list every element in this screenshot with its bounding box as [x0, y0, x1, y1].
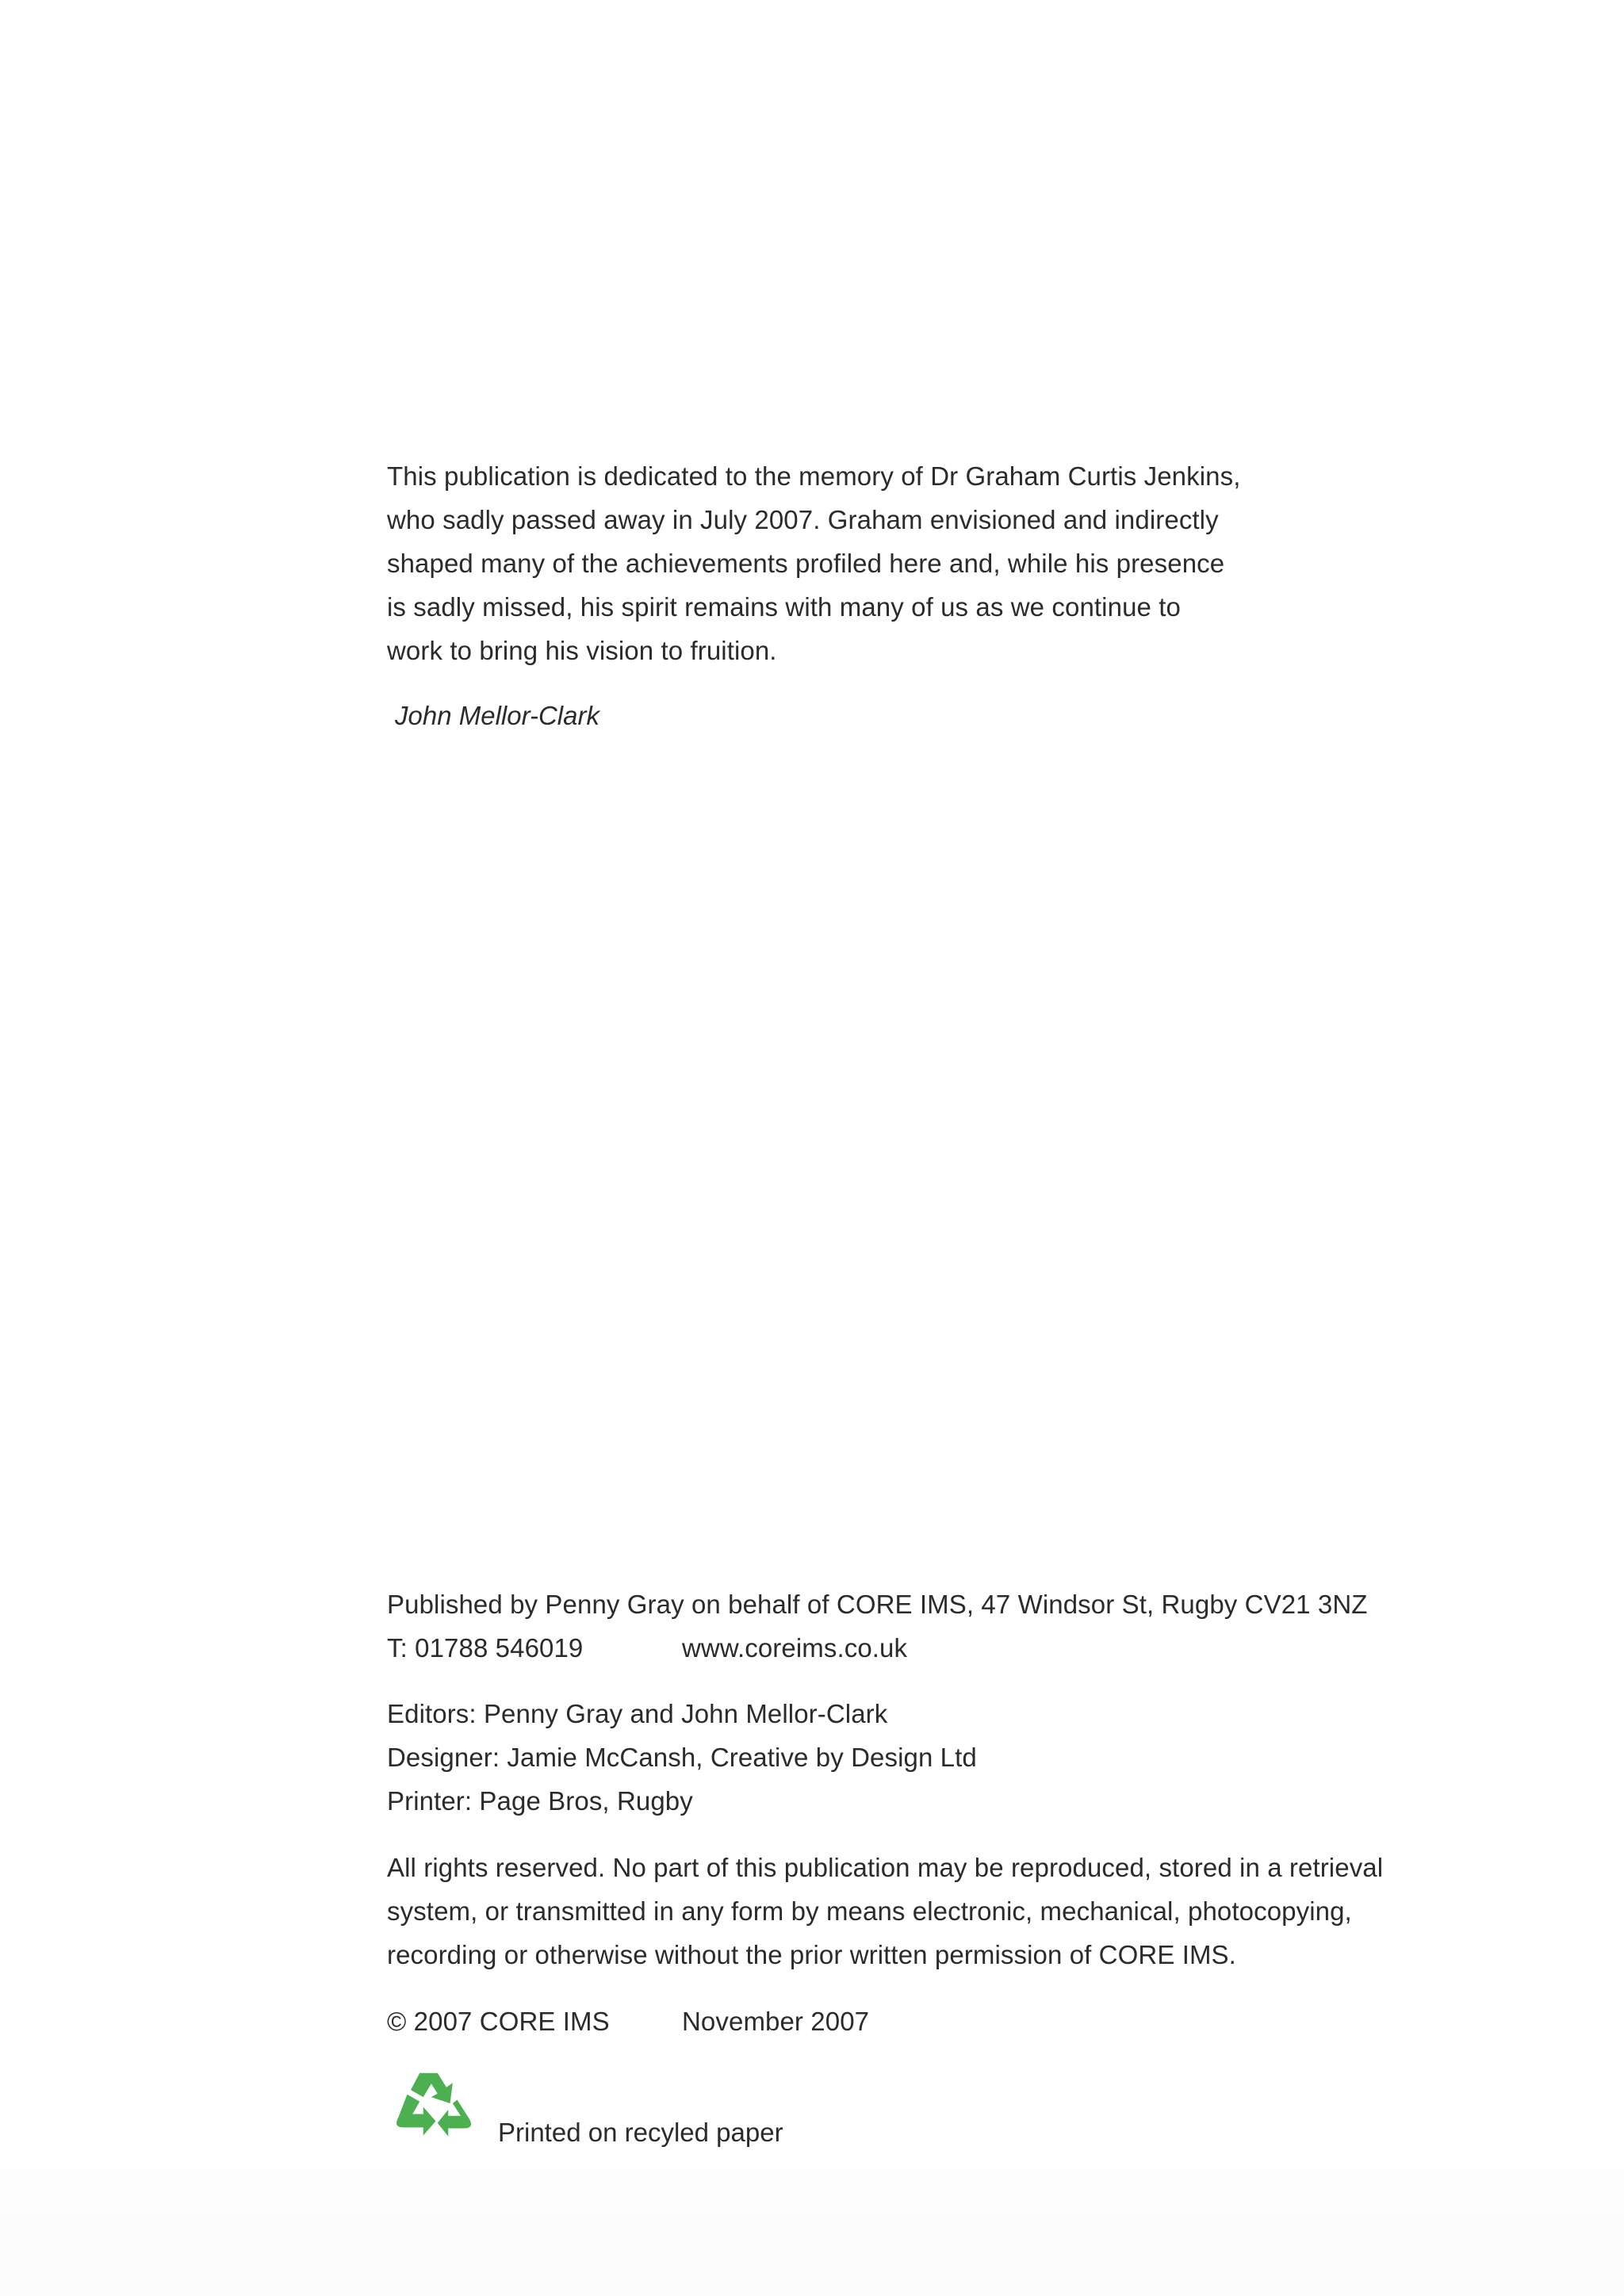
dedication-signature: John Mellor-Clark: [395, 701, 599, 730]
rights-line: recording or otherwise without the prior written permission of CORE IMS.: [387, 1940, 1236, 1969]
dedication-line: shaped many of the achievements profiled here and, while his presence: [387, 549, 1225, 578]
rights-line: All rights reserved. No part of this publication may be reproduced, stored in a retrieval: [387, 1853, 1384, 1882]
rights-line: system, or transmitted in any form by means electronic, mechanical, photocopying,: [387, 1896, 1352, 1926]
website-link: www.coreims.co.uk: [682, 1633, 908, 1663]
printer-line: Printer: Page Bros, Rugby: [387, 1786, 693, 1816]
dedication-line: is sadly missed, his spirit remains with many of us as we continue to: [387, 592, 1181, 622]
publication-date: November 2007: [682, 2007, 870, 2036]
rights-notice: [387, 1846, 1383, 1976]
publisher-line: Published by Penny Gray on behalf of CORE IMS, 47 Windsor St, Rugby CV21 3NZ: [387, 1590, 1368, 1619]
recycled-paper-label: Printed on recyled paper: [498, 2118, 783, 2147]
dedication-line: work to bring his vision to fruition.: [387, 636, 777, 665]
contact-row: [387, 1626, 1368, 1670]
page-background: [0, 2090, 1624, 2296]
dedication-line: This publication is dedicated to the memory of Dr Graham Curtis Jenkins,: [387, 461, 1241, 491]
copyright-row: [387, 1999, 870, 2043]
publisher-info: [387, 1582, 1368, 1670]
copyright-notice: © 2007 CORE IMS: [387, 2007, 610, 2036]
credits: [387, 1692, 977, 1823]
dedication-paragraph: [387, 454, 1240, 672]
designer-line: Designer: Jamie McCansh, Creative by Design Ltd: [387, 1743, 977, 1772]
copyright: [387, 1999, 870, 2043]
editors-line: Editors: Penny Gray and John Mellor-Clark: [387, 1699, 888, 1728]
dedication-line: who sadly passed away in July 2007. Graham envisioned and indirectly: [387, 505, 1219, 534]
phone-number: T: 01788 546019: [387, 1633, 584, 1663]
recycle-icon: [387, 2068, 477, 2153]
